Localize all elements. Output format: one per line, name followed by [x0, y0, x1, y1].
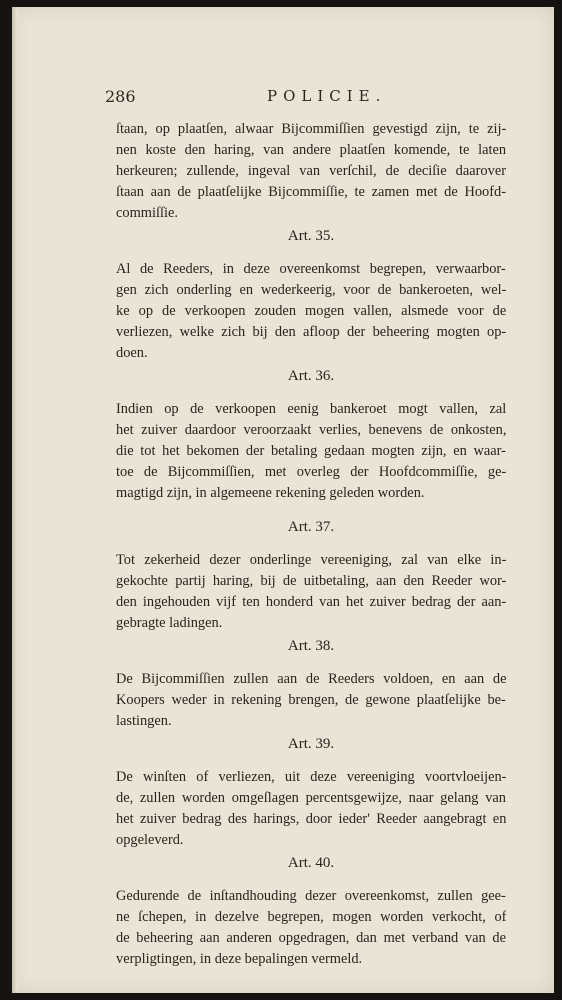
text-line: verliezen, welke zich bij den afloop der beheering mogten op- [116, 324, 506, 340]
running-title: POLICIE. [267, 87, 387, 105]
text-line: ſtaan, op plaatſen, alwaar Bijcommiſſien gevestigd zijn, te zij- [116, 121, 506, 137]
text-line: doen. [116, 345, 148, 361]
text-line: het zuiver bedrag des harings, door ieder' Reeder aangebragt en [116, 811, 506, 827]
text-line: gen zich onderling en wederkeerig, voor de bankeroeten, wel- [116, 282, 506, 298]
text-line: het zuiver daardoor veroorzaakt verlies, benevens de onkosten, [116, 422, 506, 438]
text-line: De Bijcommiſſien zullen aan de Reeders voldoen, en aan de [116, 671, 506, 687]
article-heading: Art. 36. [287, 368, 335, 384]
text-line: de, zullen worden omgeſlagen percentsgewijze, naar gelang van [116, 790, 506, 806]
text-line: den ingehouden vijf ten honderd van het zuiver bedrag der aan- [116, 594, 506, 610]
text-line: opgeleverd. [116, 832, 184, 848]
text-line: lastingen. [116, 713, 172, 729]
article-heading: Art. 35. [287, 228, 335, 244]
text-line: gekochte partij haring, bij de uitbetaling, aan den Reeder wor- [116, 573, 506, 589]
text-line: ne ſchepen, in dezelve begrepen, mogen worden verkocht, of [116, 909, 506, 925]
text-line: magtigd zijn, in algemeene rekening geleden worden. [116, 485, 425, 501]
page-number: 286 [105, 87, 136, 106]
text-line: Koopers weder in rekening brengen, de gewone plaatſelijke be- [116, 692, 506, 708]
page-header [105, 87, 500, 111]
text-line: Tot zekerheid dezer onderlinge vereeniging, zal van elke in- [116, 552, 506, 568]
text-line: die tot het bekomen der betaling gedaan mogten zijn, en waar- [116, 443, 506, 459]
text-line: ſtaan aan de plaatſelijke Bijcommiſſie, te zamen met de Hoofd- [116, 184, 506, 200]
page-spine-shadow [12, 7, 18, 993]
article-heading: Art. 37. [287, 519, 335, 535]
text-line: ke op de verkoopen zouden mogen vallen, alsmede voor de [116, 303, 506, 319]
body-text [116, 119, 506, 970]
article-heading: Art. 40. [287, 855, 335, 871]
text-line: Indien op de verkoopen eenig bankeroet mogt vallen, zal [116, 401, 506, 417]
article-heading: Art. 38. [287, 638, 335, 654]
text-line: commiſſie. [116, 205, 178, 221]
book-page [12, 7, 554, 993]
text-line: De winſten of verliezen, uit deze vereeniging voortvloeijen- [116, 769, 506, 785]
text-line: nen koste den haring, van andere plaatſen komende, te laten [116, 142, 506, 158]
article-heading: Art. 39. [287, 736, 335, 752]
text-line: herkeuren; zullende, ingeval van verſchil, de deciſie daarover [116, 163, 506, 179]
text-line: de beheering aan anderen opgedragen, dan met verband van de [116, 930, 506, 946]
text-line: Gedurende de inſtandhouding dezer overeenkomst, zullen gee- [116, 888, 506, 904]
text-line: Al de Reeders, in deze overeenkomst begrepen, verwaarbor- [116, 261, 506, 277]
text-line: toe de Bijcommiſſien, met overleg der Hoofdcommiſſie, ge- [116, 464, 506, 480]
text-line: verpligtingen, in deze bepalingen vermeld. [116, 951, 363, 967]
text-line: gebragte ladingen. [116, 615, 223, 631]
